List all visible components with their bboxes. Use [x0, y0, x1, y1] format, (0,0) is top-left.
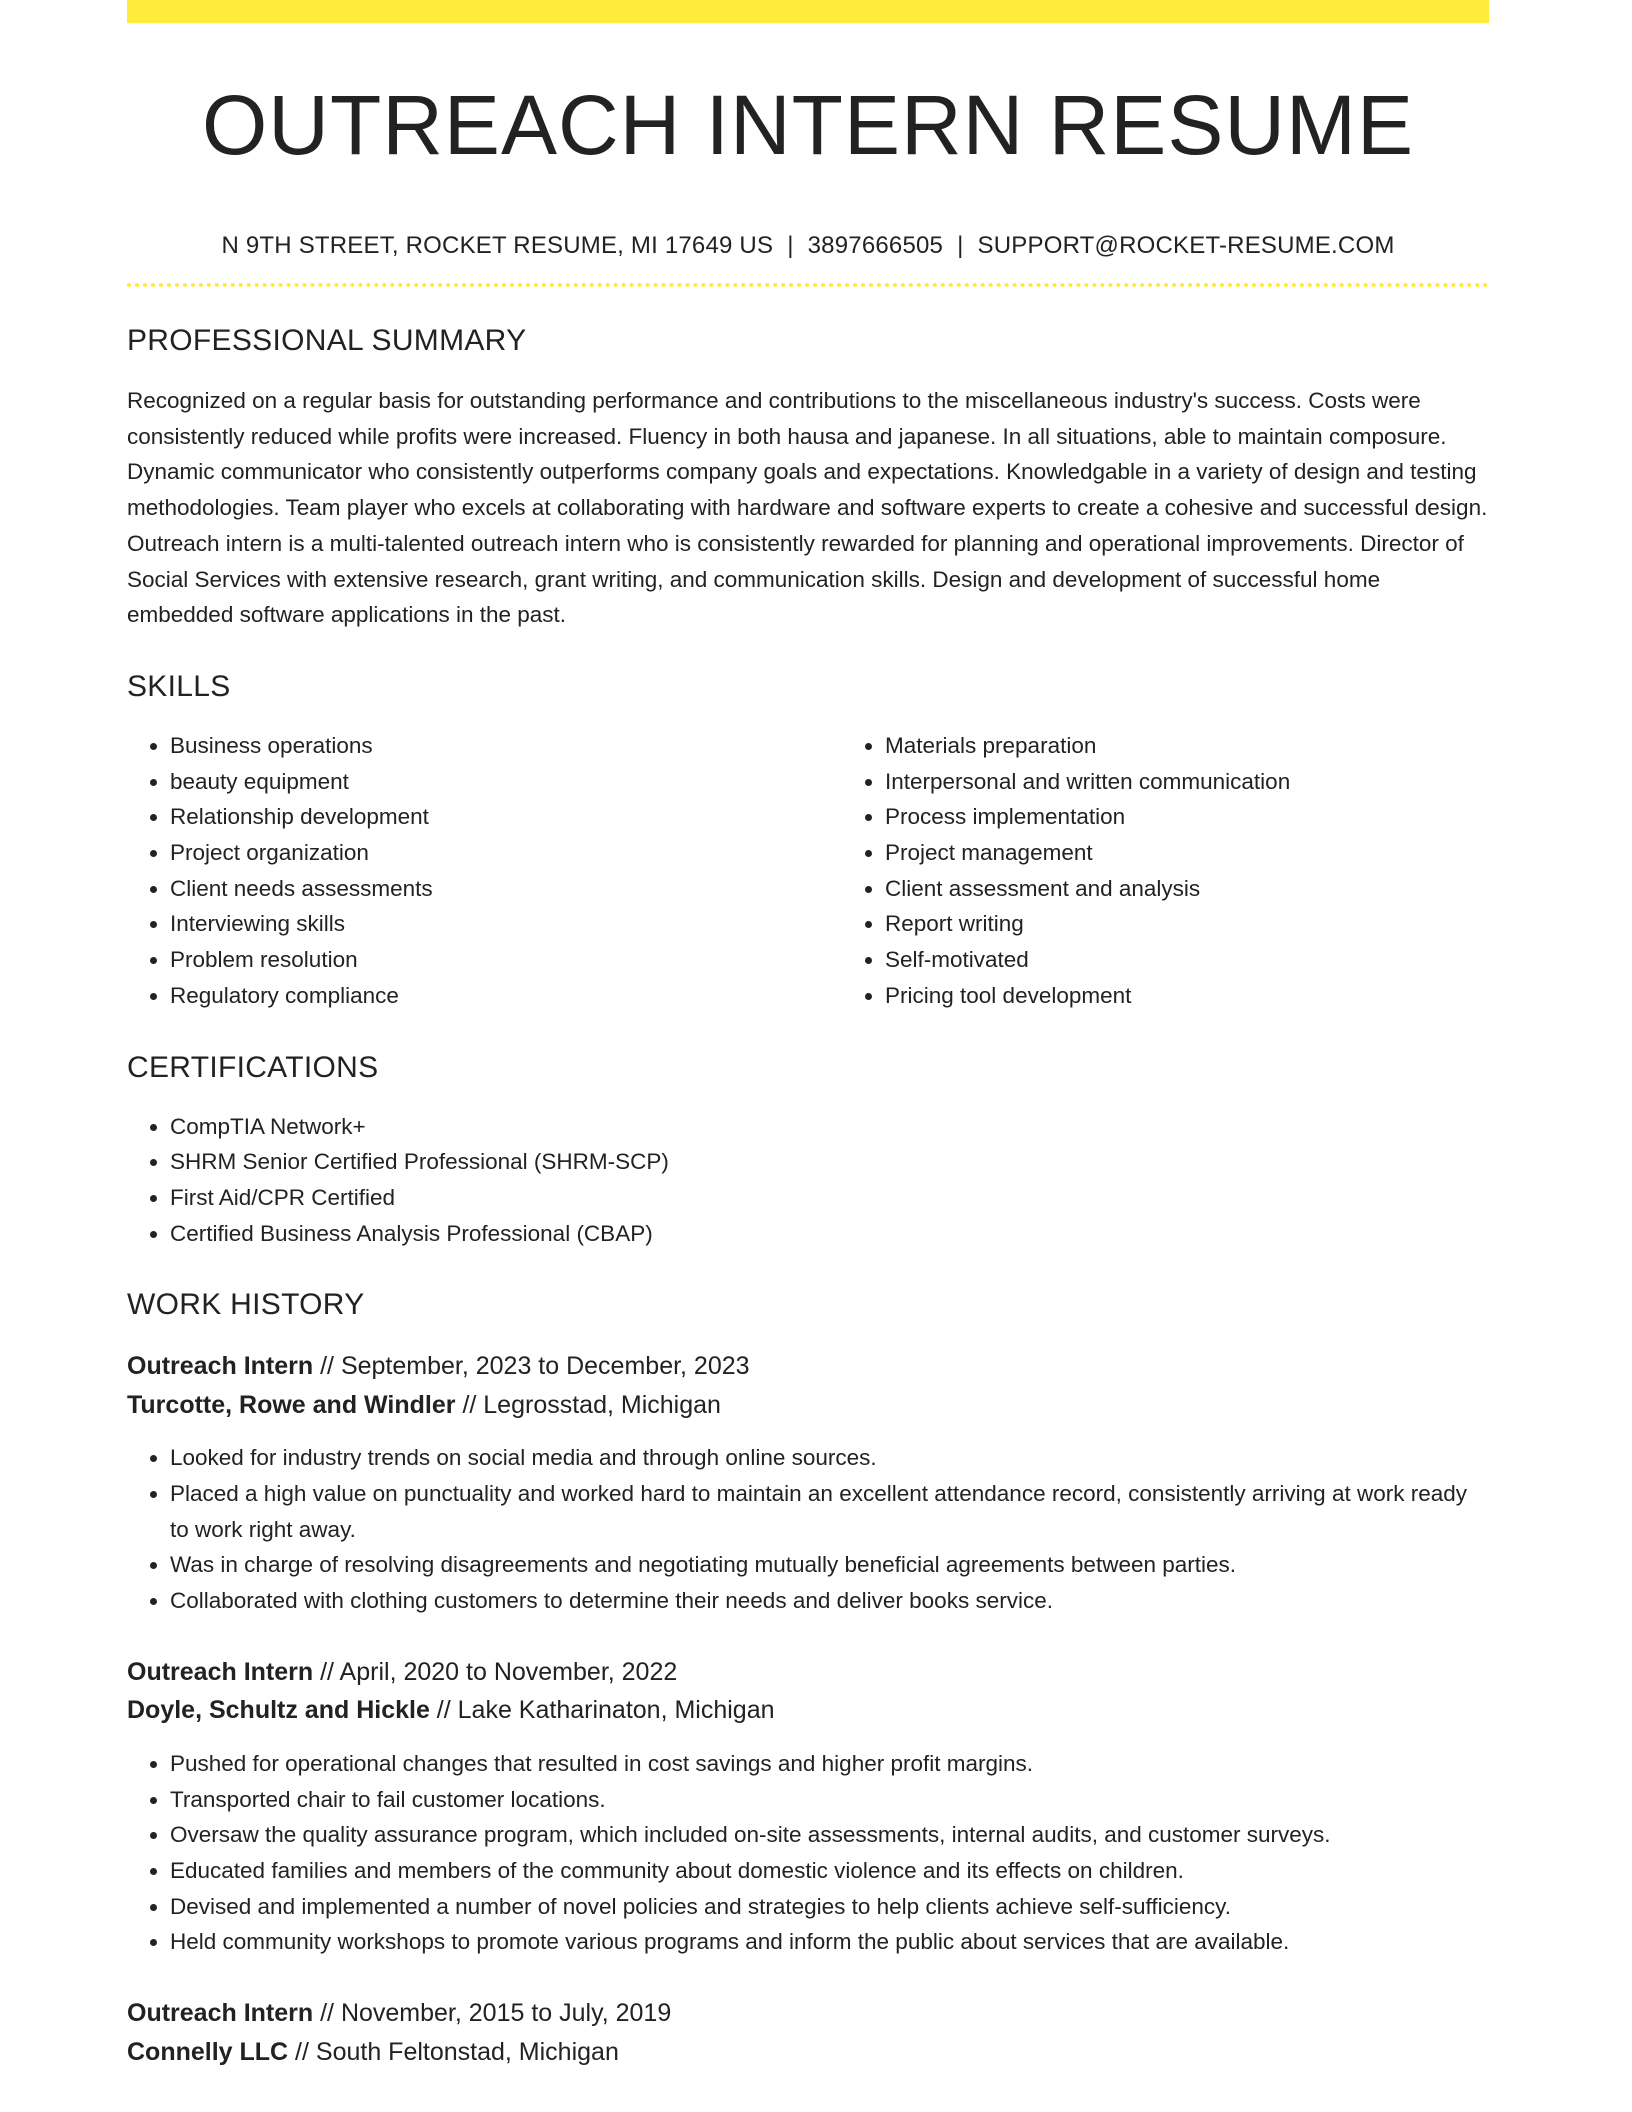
- job-title-line: [127, 1653, 1489, 1692]
- job-bullet: • Held community workshops to promote various programs and inform the public about services that are available.: [170, 1924, 1489, 1960]
- skill-item: • Client assessment and analysis: [885, 871, 1557, 907]
- job-company: Doyle, Schultz and Hickle: [127, 1696, 430, 1725]
- job-title: Outreach Intern: [127, 1657, 314, 1686]
- job-bullet: • Oversaw the quality assurance program, which included on-site assessments, internal audits, and customer surveys.: [170, 1817, 1489, 1853]
- contact-separator: |: [787, 232, 794, 259]
- job-title: Outreach Intern: [127, 1999, 314, 2028]
- certification-item: • First Aid/CPR Certified: [170, 1180, 1489, 1216]
- skill-item: • Regulatory compliance: [170, 978, 842, 1014]
- skill-item: • Interpersonal and written communication: [885, 764, 1557, 800]
- resume-content: [127, 23, 1489, 2071]
- job-bullet: • Was in charge of resolving disagreements and negotiating mutually beneficial agreements between parties.: [170, 1547, 1489, 1583]
- skill-item: • Process implementation: [885, 799, 1557, 835]
- job-dates: // September, 2023 to December, 2023: [313, 1352, 750, 1381]
- job-title-line: [127, 1347, 1489, 1386]
- certification-item: • CompTIA Network+: [170, 1109, 1489, 1145]
- skills-columns: [127, 705, 1489, 1014]
- job-title-line: [127, 1994, 1489, 2033]
- job-company: Turcotte, Rowe and Windler: [127, 1390, 456, 1419]
- skills-right-list: [842, 728, 1557, 1014]
- job-company-line: [127, 2033, 1489, 2072]
- contact-phone: 3897666505: [807, 232, 944, 259]
- job-company: Connelly LLC: [127, 2037, 289, 2066]
- job-bullet: • Looked for industry trends on social media and through online sources.: [170, 1440, 1489, 1476]
- skill-item: • Report writing: [885, 906, 1557, 942]
- job-bullet: • Placed a high value on punctuality and worked hard to maintain an excellent attendance record, consistently arriving at work ready to work right away.: [170, 1476, 1489, 1547]
- job-location: // Lake Katharinaton, Michigan: [429, 1696, 775, 1725]
- dotted-divider: [127, 283, 1489, 287]
- accent-bar: [127, 0, 1489, 23]
- summary-heading: PROFESSIONAL SUMMARY: [127, 324, 527, 357]
- certification-item: • Certified Business Analysis Professional (CBAP): [170, 1216, 1489, 1252]
- job-entry: [127, 1347, 1489, 1619]
- resume-title: OUTREACH INTERN RESUME: [201, 78, 1415, 172]
- contact-line: [127, 231, 1489, 261]
- skills-left-list: [127, 728, 842, 1014]
- skill-item: • beauty equipment: [170, 764, 842, 800]
- job-dates: // April, 2020 to November, 2022: [313, 1657, 678, 1686]
- contact-separator: |: [957, 232, 964, 259]
- job-entry: [127, 1994, 1489, 2071]
- skill-item: • Project organization: [170, 835, 842, 871]
- skill-item: • Project management: [885, 835, 1557, 871]
- skill-item: • Interviewing skills: [170, 906, 842, 942]
- job-dates: // November, 2015 to July, 2019: [313, 1999, 672, 2028]
- job-bullets: [127, 1440, 1489, 1619]
- job-bullet: • Devised and implemented a number of novel policies and strategies to help clients achieve self-sufficiency.: [170, 1889, 1489, 1925]
- skill-item: • Problem resolution: [170, 942, 842, 978]
- job-location: // Legrosstad, Michigan: [455, 1390, 721, 1419]
- skill-item: • Pricing tool development: [885, 978, 1557, 1014]
- skill-item: • Relationship development: [170, 799, 842, 835]
- job-title: Outreach Intern: [127, 1352, 314, 1381]
- job-entry: [127, 1653, 1489, 1960]
- certifications-heading: CERTIFICATIONS: [127, 1050, 379, 1084]
- certification-item: • SHRM Senior Certified Professional (SHRM-SCP): [170, 1144, 1489, 1180]
- skill-item: • Business operations: [170, 728, 842, 764]
- certifications-list: [127, 1109, 1489, 1252]
- skill-item: • Materials preparation: [885, 728, 1557, 764]
- job-company-line: [127, 1386, 1489, 1425]
- job-location: // South Feltonstad, Michigan: [288, 2037, 619, 2066]
- job-bullet: • Collaborated with clothing customers to determine their needs and deliver books service.: [170, 1583, 1489, 1619]
- skills-heading: SKILLS: [127, 669, 231, 703]
- job-bullet: • Educated families and members of the community about domestic violence and its effects on children.: [170, 1853, 1489, 1889]
- contact-email: SUPPORT@ROCKET-RESUME.COM: [977, 232, 1395, 259]
- job-bullet: • Transported chair to fail customer locations.: [170, 1782, 1489, 1818]
- skill-item: • Self-motivated: [885, 942, 1557, 978]
- work-history-heading: WORK HISTORY: [127, 1288, 365, 1322]
- skill-item: • Client needs assessments: [170, 871, 842, 907]
- job-bullets: [127, 1746, 1489, 1960]
- summary-text: Recognized on a regular basis for outstanding performance and contributions to the miscellaneous industry's success. Costs were consistently reduced while profits were increased. Fluency in both hausa and japanese. In all situations, able to maintain composure. Dynamic communicator who consistently outperforms company goals and expectations. Knowledgable in a variety of design and testing methodologies. Team player who excels at collaborating with hardware and software experts to create a cohesive and successful design. Outreach intern is a multi-talented outreach intern who is consistently rewarded for planning and operational improvements. Director of Social Services with extensive research, grant writing, and communication skills. Design and development of successful home embedded software applications in the past.: [127, 388, 1488, 628]
- contact-address: N 9TH STREET, ROCKET RESUME, MI 17649 US: [221, 232, 774, 259]
- job-company-line: [127, 1691, 1489, 1730]
- job-bullet: • Pushed for operational changes that resulted in cost savings and higher profit margins.: [170, 1746, 1489, 1782]
